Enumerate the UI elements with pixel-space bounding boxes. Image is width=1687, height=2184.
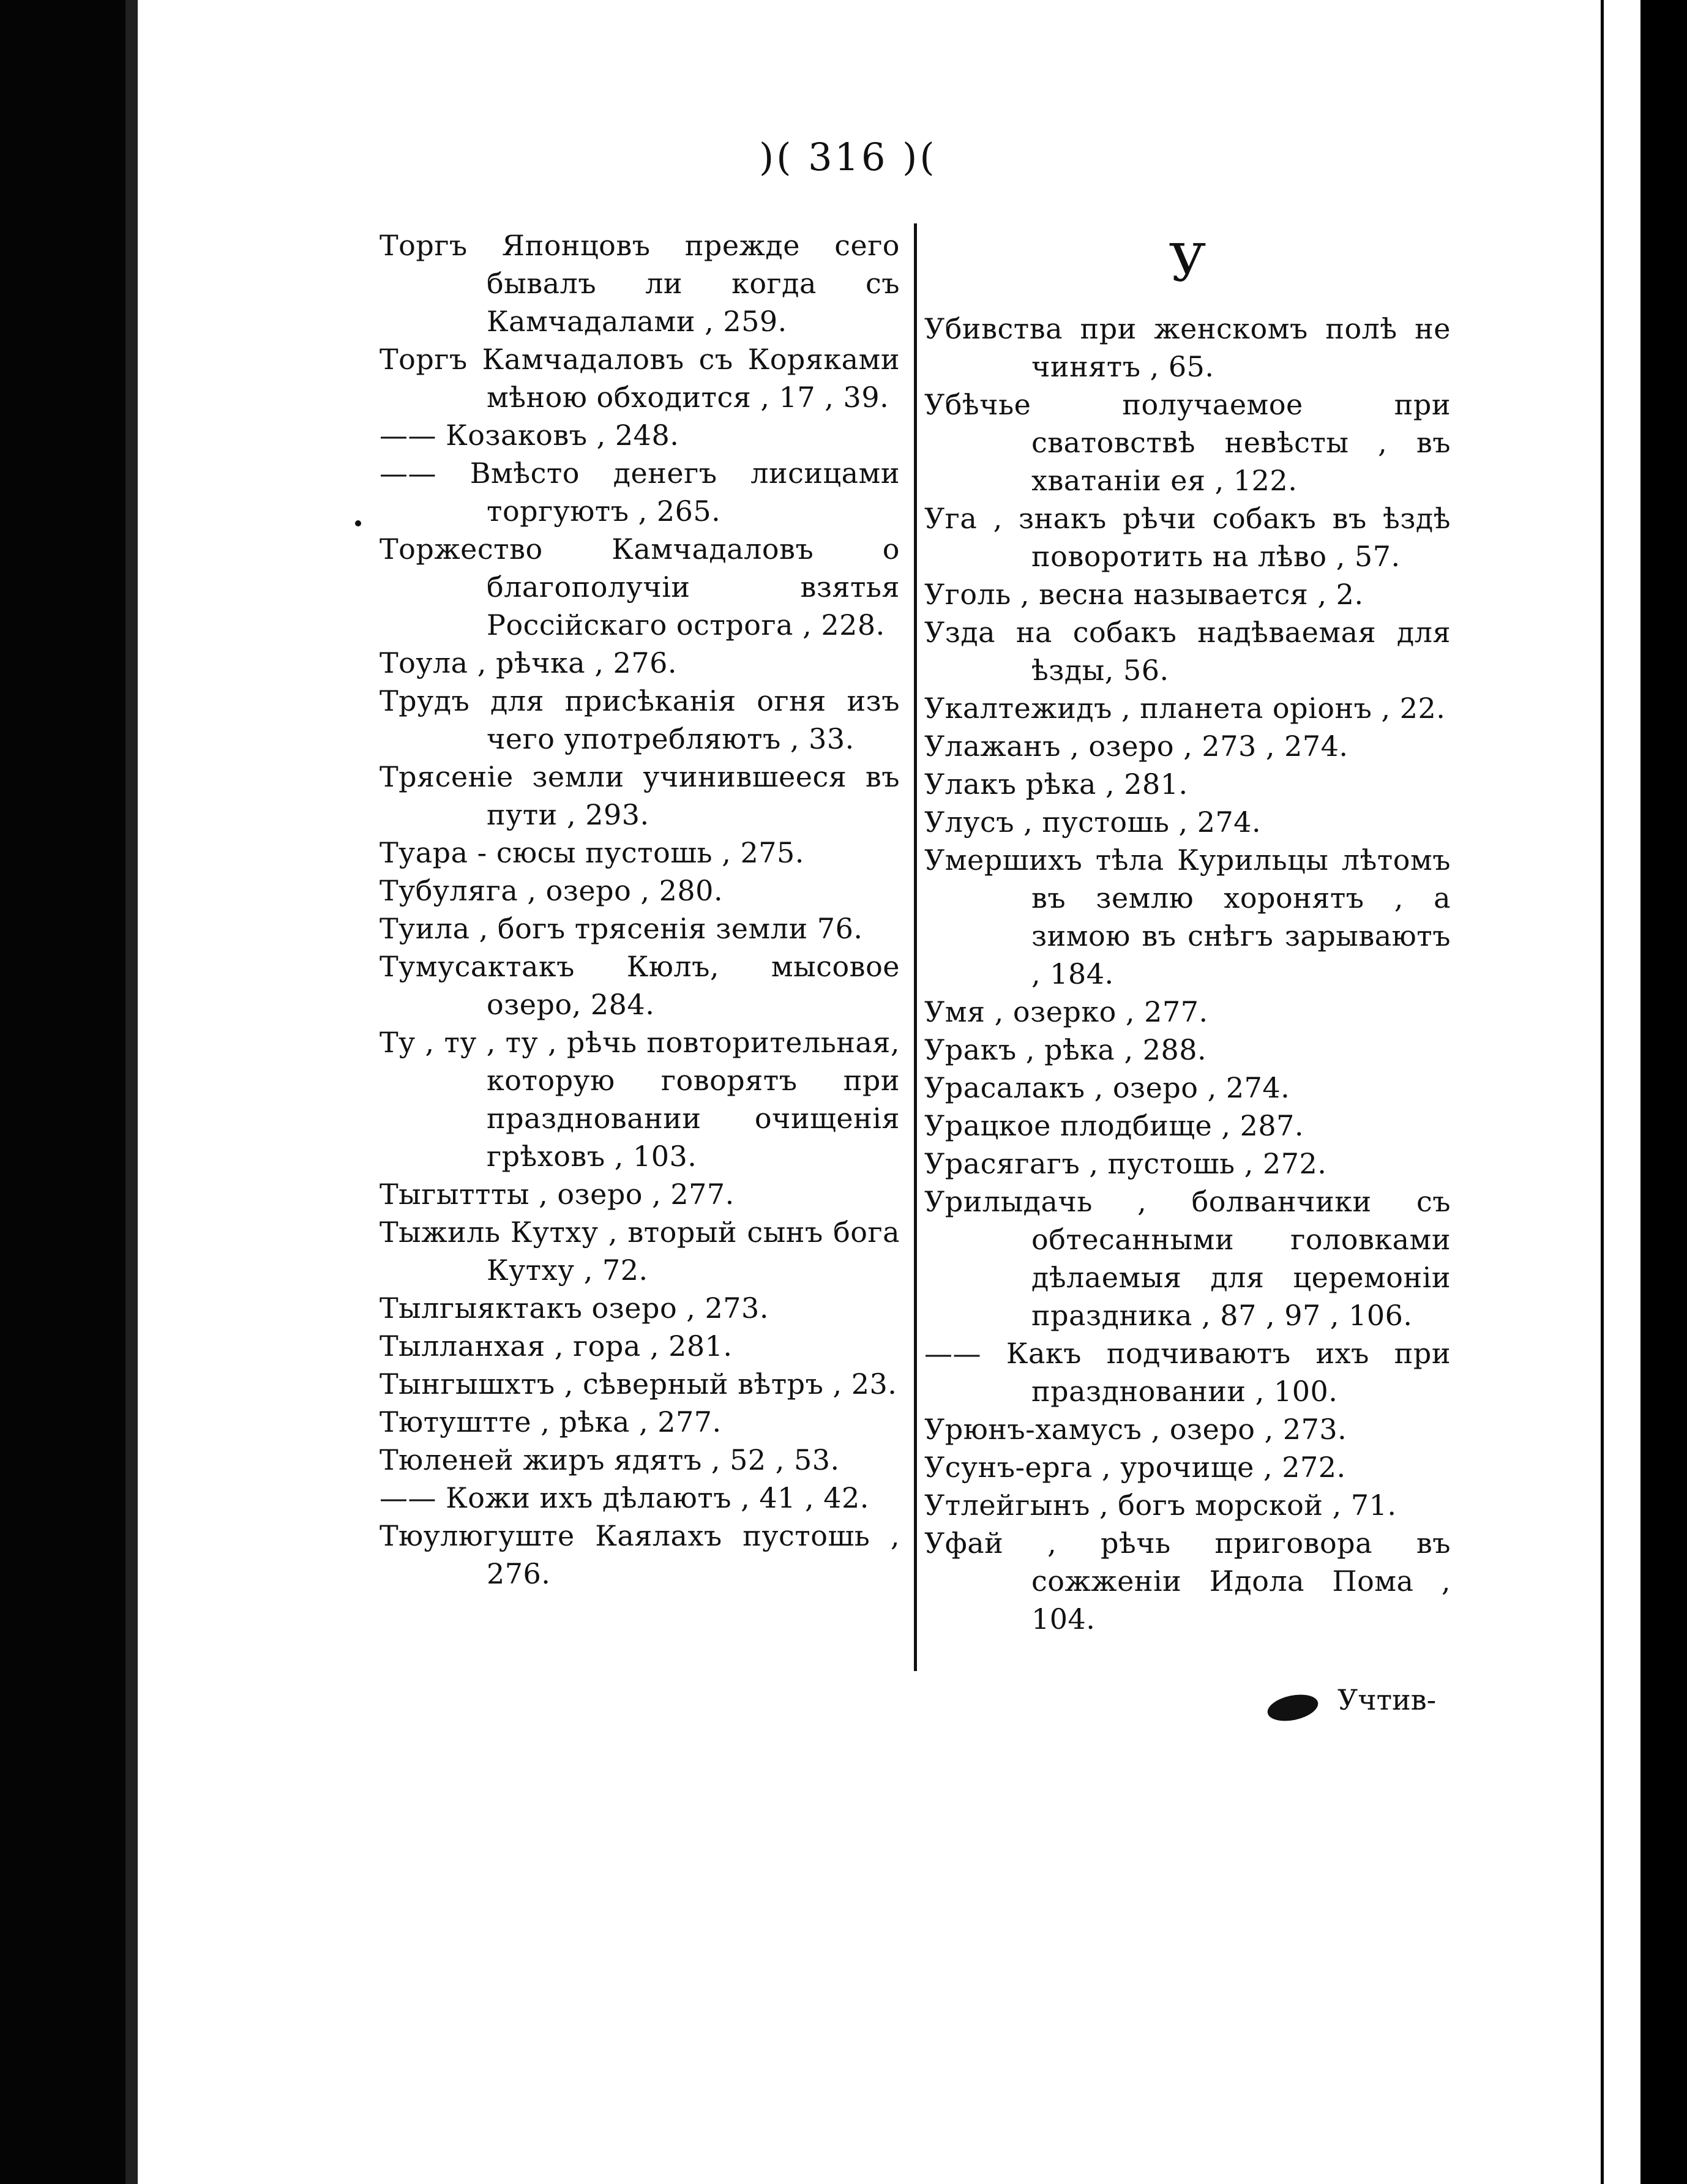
index-entry: Уракъ , рѣка , 288. (924, 1033, 1207, 1066)
index-entry: Торгъ Японцовъ прежде сего бывалъ ли когда съ Камчадалами , 259. (380, 229, 900, 338)
column-divider (914, 223, 917, 1671)
index-entry: Тютуштте , рѣка , 277. (380, 1405, 722, 1438)
index-entry: Укалтежидъ , планета оріонъ , 22. (924, 692, 1446, 725)
index-entry: Туара - сюсы пустошь , 275. (380, 836, 804, 869)
index-entry: Тюулюгуште Каялахъ пустошь , 276. (380, 1519, 900, 1590)
index-entry: Ту , ту , ту , рѣчь повторительная, которую говорятъ при праздновании очищенія грѣховъ , 103. (380, 1026, 900, 1173)
index-entry: —— Козаковъ , 248. (380, 419, 679, 452)
next-page-strip (1604, 0, 1640, 2184)
stray-mark (355, 520, 361, 526)
index-entry: Уфай , рѣчь приговора въ сожженіи Идола Пома , 104. (924, 1527, 1451, 1636)
index-entry: Урацкое плодбище , 287. (924, 1109, 1304, 1142)
index-entry: Улусъ , пустошь , 274. (924, 806, 1262, 839)
binding-edge (125, 0, 139, 2184)
index-entry: Трясеніе земли учинившееся въ пути , 293. (380, 760, 900, 831)
index-entry: Тюленей жиръ ядятъ , 52 , 53. (380, 1443, 840, 1476)
binding-shadow-left (0, 0, 138, 2184)
index-entry: Урилыдачь , болванчики съ обтесанными головками дѣлаемыя для церемоніи праздника , 87 , 97 , 106. (924, 1185, 1451, 1332)
index-entry: Улажанъ , озеро , 273 , 274. (924, 730, 1348, 763)
index-entry: Умя , озерко , 277. (924, 995, 1208, 1028)
index-entry: Усунъ-ерга , урочище , 272. (924, 1451, 1346, 1484)
index-entry: Тоула , рѣчка , 276. (380, 646, 678, 679)
index-entry: —— Кожи ихъ дѣлаютъ , 41 , 42. (380, 1481, 869, 1514)
catchword: Учтив- (1337, 1683, 1437, 1716)
index-entry: —— Какъ подчиваютъ ихъ при праздновании , 100. (924, 1337, 1451, 1408)
index-entry: Туила , богъ трясенія земли 76. (380, 912, 863, 945)
index-entry: Тыгыттты , озеро , 277. (380, 1178, 735, 1211)
index-entry: Уголь , весна называется , 2. (924, 578, 1364, 611)
left-column (380, 226, 900, 1593)
index-entry: Улакъ рѣка , 281. (924, 768, 1188, 801)
index-entry: Торгъ Камчадаловъ съ Коряками мѣною обходится , 17 , 39. (380, 343, 900, 414)
index-entry: Урюнъ-хамусъ , озеро , 273. (924, 1413, 1347, 1446)
index-entry: Торжество Камчадаловъ о благополучіи взятья Россійскаго острога , 228. (380, 533, 900, 641)
index-entry: Трудъ для присѣканія огня изъ чего употребляютъ , 33. (380, 684, 900, 755)
right-column (924, 220, 1451, 1638)
index-entry: Тубуляга , озеро , 280. (380, 874, 724, 907)
index-entry: Тылланхая , гора , 281. (380, 1329, 733, 1363)
index-entry: Умершихъ тѣла Курильцы лѣтомъ въ землю хоронятъ , а зимою въ снѣгъ зарываютъ , 184. (924, 843, 1451, 990)
index-entry: Тынгышхтъ , сѣверный вѣтръ , 23. (380, 1367, 897, 1401)
index-entry: Тумусактакъ Кюлъ, мысовое озеро, 284. (380, 950, 900, 1021)
index-entry: Тыжиль Кутху , вторый сынъ бога Кутху , 72. (380, 1216, 900, 1287)
index-entry: Урасалакъ , озеро , 274. (924, 1071, 1290, 1104)
index-entry: Убѣчье получаемое при сватовствѣ невѣсты , въ хватаніи ея , 122. (924, 388, 1451, 497)
index-entry: Утлейгынъ , богъ морской , 71. (924, 1489, 1397, 1522)
index-entry: Уга , знакъ рѣчи собакъ въ ѣздѣ поворотить на лѣво , 57. (924, 502, 1451, 573)
index-entry: Убивства при женскомъ полѣ не чинятъ , 65. (924, 312, 1451, 383)
index-entry: Урасягагъ , пустошь , 272. (924, 1147, 1327, 1180)
index-entry: Тылгыяктакъ озеро , 273. (380, 1292, 769, 1325)
page-number: )( 316 )( (759, 135, 937, 179)
index-entry: Узда на собакъ надѣваемая для ѣзды, 56. (924, 616, 1451, 687)
section-heading: У (1169, 233, 1206, 293)
index-entry: —— Вмѣсто денегъ лисицами торгуютъ , 265. (380, 457, 900, 528)
